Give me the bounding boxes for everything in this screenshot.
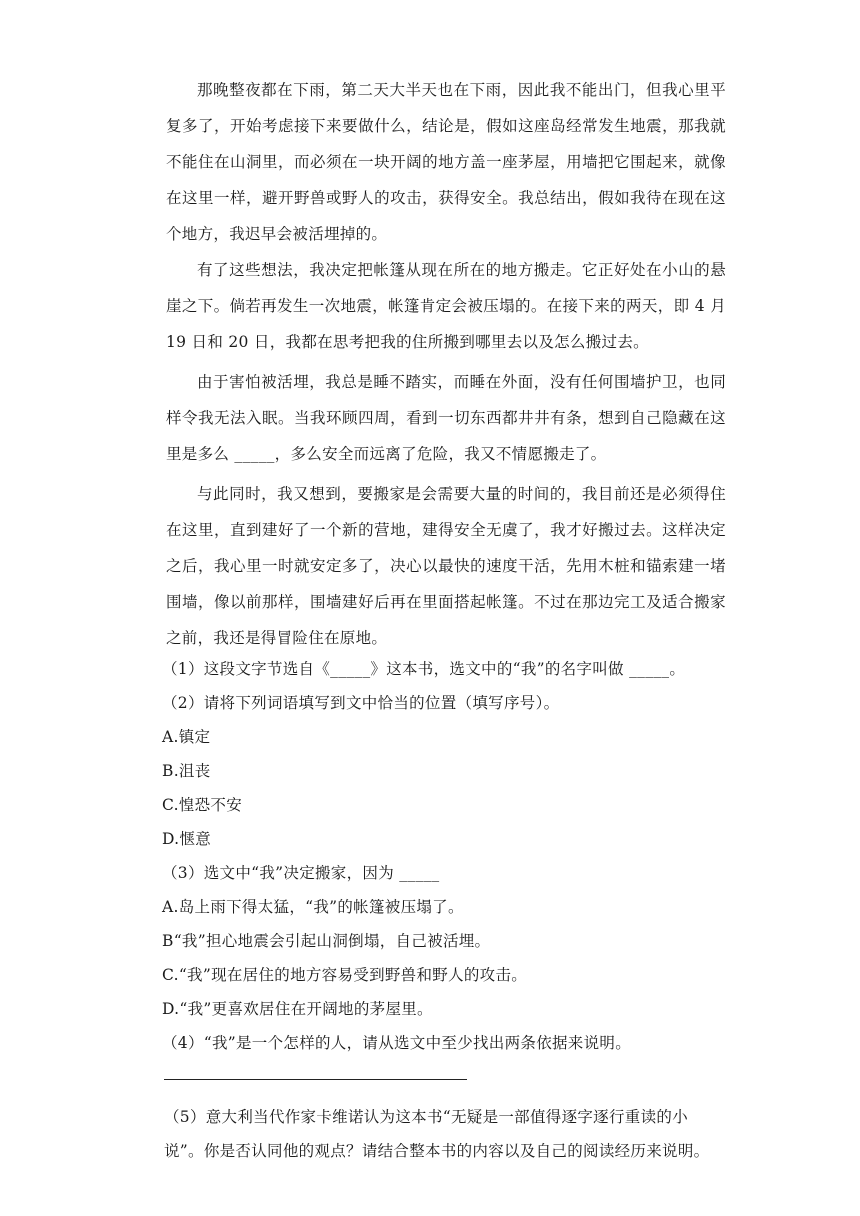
passage-paragraph-1: 那晚整夜都在下雨，第二天大半天也在下雨，因此我不能出门，但我心里平复多了，开始考虑接下来要做什么，结论是，假如这座岛经常发生地震，那我就不能住在山洞里，而必须在一块开阔的地方盖一座茅屋，用墙把它围起来，就像在这里一样，避开野兽或野人的攻击，获得安全。我总结出，假如我待在现在这个地方，我迟早会被活埋掉的。: [166, 81, 726, 243]
question-1: （1）这段文字节选自《_____》这本书，选文中的“我”的名字叫做 _____。: [162, 660, 686, 678]
q2-option-a: A.镇定: [162, 728, 211, 746]
q2-option-d: D.惬意: [162, 830, 212, 848]
q3-option-d: D.“我”更喜欢居住在开阔地的茅屋里。: [162, 1000, 433, 1018]
question-5: （5）意大利当代作家卡维诺认为这本书“无疑是一部值得逐字逐行重读的小说”。你是否认同他的观点？请结合整本书的内容以及自己的阅读经历来说明。: [164, 1108, 710, 1160]
passage-paragraph-4: 与此同时，我又想到，要搬家是会需要大量的时间的，我目前还是必须得住在这里，直到建好了一个新的营地，建得安全无虞了，我才好搬过去。这样决定之后，我心里一时就安定多了，决心以最快的速度干活，先用木桩和锚索建一堵围墙，像以前那样，围墙建好后再在里面搭起帐篷。不过在那边完工及适合搬家之前，我还是得冒险住在原地。: [166, 485, 726, 647]
q3-option-b: B“我”担心地震会引起山洞倒塌，自己被活埋。: [162, 932, 491, 950]
q2-option-c: C.惶恐不安: [162, 796, 243, 814]
question-2: （2）请将下列词语填写到文中恰当的位置（填写序号）。: [162, 694, 560, 712]
passage-paragraph-3: 由于害怕被活埋，我总是睡不踏实，而睡在外面，没有任何围墙护卫，也同样令我无法入眠。当我环顾四周，看到一切东西都井井有条，想到自己隐藏在这里是多么 _____，多么安全而远离了危险，我又不情愿搬走了。: [166, 373, 726, 463]
passage-paragraph-2: 有了这些想法，我决定把帐篷从现在所在的地方搬走。它正好处在小山的悬崖之下。倘若再发生一次地震，帐篷肯定会被压塌的。在接下来的两天，即 4 月 19 日和 20 日，我都在思考把我的住所搬到哪里去以及怎么搬过去。: [166, 261, 726, 351]
question-3: （3）选文中“我”决定搬家，因为 _____: [162, 864, 440, 882]
q2-option-b: B.沮丧: [162, 762, 211, 780]
question-4: （4）“我”是一个怎样的人，请从选文中至少找出两条依据来说明。: [162, 1034, 632, 1052]
q3-option-c: C.“我”现在居住的地方容易受到野兽和野人的攻击。: [162, 966, 528, 984]
q3-option-a: A.岛上雨下得太猛，“我”的帐篷被压塌了。: [162, 898, 464, 916]
answer-line[interactable]: [164, 1079, 467, 1080]
